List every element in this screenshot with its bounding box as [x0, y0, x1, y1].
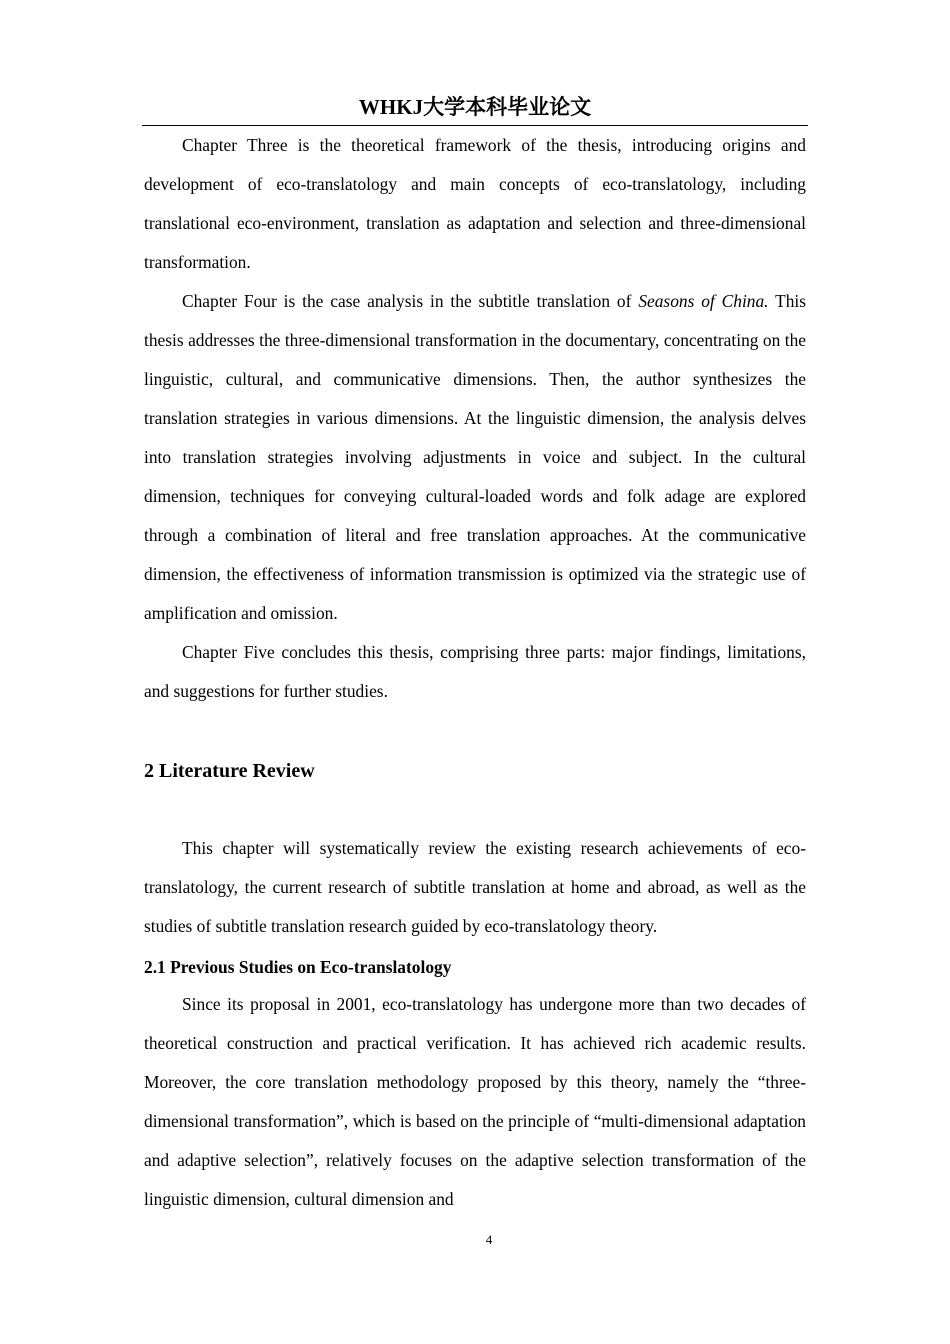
page-number: 4 [485, 1232, 493, 1247]
paragraph-chapter-four [144, 282, 806, 633]
section-body [144, 985, 806, 1219]
paragraph-chapter-intro: This chapter will systematically review the existing research achievements of eco-translatology, the current research of subtitle translation at home and abroad, as well as the studies of subtitle translation research guided by eco-translatology theory. [144, 838, 806, 936]
chapter-heading: 2 Literature Review [144, 760, 315, 782]
paragraph-chapter-five: Chapter Five concludes this thesis, comprising three parts: major findings, limitations, and suggestions for further studies. [144, 642, 806, 701]
paragraph-eco-translatology: Since its proposal in 2001, eco-translatology has undergone more than two decades of theoretical construction and practical verification. It has achieved rich academic results. Moreover, the core translation methodology proposed by this theory, namely the “three-dimensional transformation”, which is based on the principle of “multi-dimensional adaptation and adaptive selection”, relatively focuses on the adaptive selection transformation of the linguistic dimension, cultural dimension and [144, 994, 806, 1209]
paragraph-chapter-three: Chapter Three is the theoretical framework of the thesis, introducing origins and development of eco-translatology and main concepts of eco-translatology, including translational eco-environment, translation as adaptation and selection and three-dimensional transformation. [144, 135, 806, 272]
paragraph-chapter-four-lead: Chapter Four is the case analysis in the subtitle translation of [182, 291, 639, 311]
section-heading: 2.1 Previous Studies on Eco-translatology [144, 957, 452, 977]
chapter-intro [144, 829, 806, 946]
chapter-overview [144, 126, 806, 711]
paragraph-chapter-four-body: This thesis addresses the three-dimensional transformation in the documentary, concentrating on the linguistic, cultural, and communicative dimensions. Then, the author synthesizes the translation strategies in various dimensions. At the linguistic dimension, the analysis delves into translation strategies involving adjustments in voice and subject. In the cultural dimension, techniques for conveying cultural-loaded words and folk adage are explored through a combination of literal and free translation approaches. At the communicative dimension, the effectiveness of information transmission is optimized via the strategic use of amplification and omission. [144, 291, 807, 623]
page-header-title: WHKJ大学本科毕业论文 [358, 95, 592, 119]
documentary-title: Seasons of China. [638, 291, 769, 311]
